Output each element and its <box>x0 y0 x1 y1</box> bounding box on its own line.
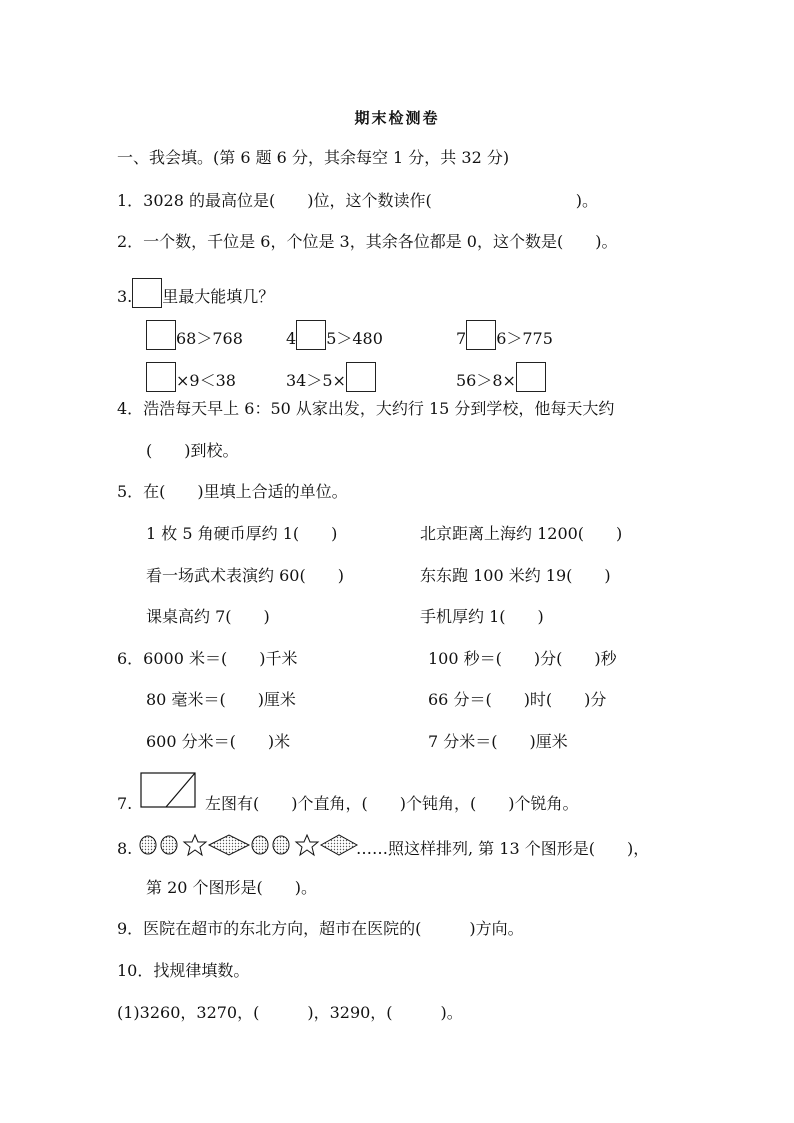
question-8-text: ……照这样排列, 第 13 个图形是( )， <box>356 839 650 858</box>
q3-item-3: 7 6＞775 <box>456 320 553 350</box>
question-8-line-2: 第 20 个图形是( )。 <box>146 878 318 897</box>
q6-right-1: 100 秒＝( )分( )秒 <box>428 649 617 668</box>
question-7-number: 7. <box>117 794 133 813</box>
question-10: 10．找规律填数。 <box>117 961 250 980</box>
q3-item-2: 4 5＞480 <box>286 320 383 350</box>
circle-icon <box>161 836 177 854</box>
section-one-heading: 一、我会填。(第 6 题 6 分，其余每空 1 分，共 32 分) <box>117 148 510 167</box>
q5-left-3: 课桌高约 7( ) <box>146 607 270 626</box>
q6-left-3: 600 分米＝( )米 <box>146 732 291 751</box>
diamond-icon <box>321 835 357 855</box>
question-10-1: (1)3260，3270，( )，3290，( )。 <box>117 1003 463 1022</box>
answer-box[interactable] <box>346 362 376 392</box>
q5-right-3: 手机厚约 1( ) <box>420 607 544 626</box>
answer-box[interactable] <box>516 362 546 392</box>
q3-item-4: ×9＜38 <box>146 362 236 392</box>
diamond-icon <box>209 835 249 855</box>
question-4-line-1: 4．浩浩每天早上 6：50 从家出发，大约行 15 分到学校，他每天大约 <box>117 399 615 418</box>
q5-left-2: 看一场武术表演约 60( ) <box>146 566 344 585</box>
question-3 <box>117 278 274 308</box>
q5-right-2: 东东跑 100 米约 19( ) <box>420 566 611 585</box>
answer-box[interactable] <box>466 320 496 350</box>
question-2: 2．一个数，千位是 6，个位是 3，其余各位都是 0，这个数是( )。 <box>117 232 618 251</box>
star-icon <box>296 835 318 855</box>
q6-right-2: 66 分＝( )时( )分 <box>428 690 607 709</box>
q6-right-3: 7 分米＝( )厘米 <box>428 732 568 751</box>
question-8-number: 8. <box>117 839 133 858</box>
circle-icon <box>273 836 289 854</box>
q6-left-2: 80 毫米＝( )厘米 <box>146 690 296 709</box>
question-3-text: 里最大能填几？ <box>162 287 275 306</box>
answer-box[interactable] <box>296 320 326 350</box>
question-9: 9．医院在超市的东北方向，超市在医院的( )方向。 <box>117 919 524 938</box>
answer-box[interactable] <box>146 320 176 350</box>
rectangle-diagonal-icon <box>140 772 196 808</box>
question-5: 5．在( )里填上合适的单位。 <box>117 482 348 501</box>
q5-right-1: 北京距离上海约 1200( ) <box>420 524 623 543</box>
q3-item-5: 34＞5× <box>286 362 376 392</box>
question-3-number: 3. <box>117 287 133 306</box>
question-7-text: 左图有( )个直角，( )个钝角，( )个锐角。 <box>205 794 579 813</box>
q3-item-1: 68＞768 <box>146 320 243 350</box>
question-4-line-2: ( )到校。 <box>146 441 239 460</box>
q3-item-6: 56＞8× <box>456 362 546 392</box>
q6-left-1: 6．6000 米＝( )千米 <box>117 649 298 668</box>
question-1: 1．3028 的最高位是( )位，这个数读作( )。 <box>117 191 598 210</box>
circle-icon <box>252 836 268 854</box>
page-title: 期末检测卷 <box>354 109 440 127</box>
answer-box[interactable] <box>146 362 176 392</box>
star-icon <box>184 835 206 855</box>
q5-left-1: 1 枚 5 角硬币厚约 1( ) <box>146 524 338 543</box>
answer-box[interactable] <box>132 278 162 308</box>
circle-icon <box>140 836 156 854</box>
shape-pattern <box>138 830 358 860</box>
